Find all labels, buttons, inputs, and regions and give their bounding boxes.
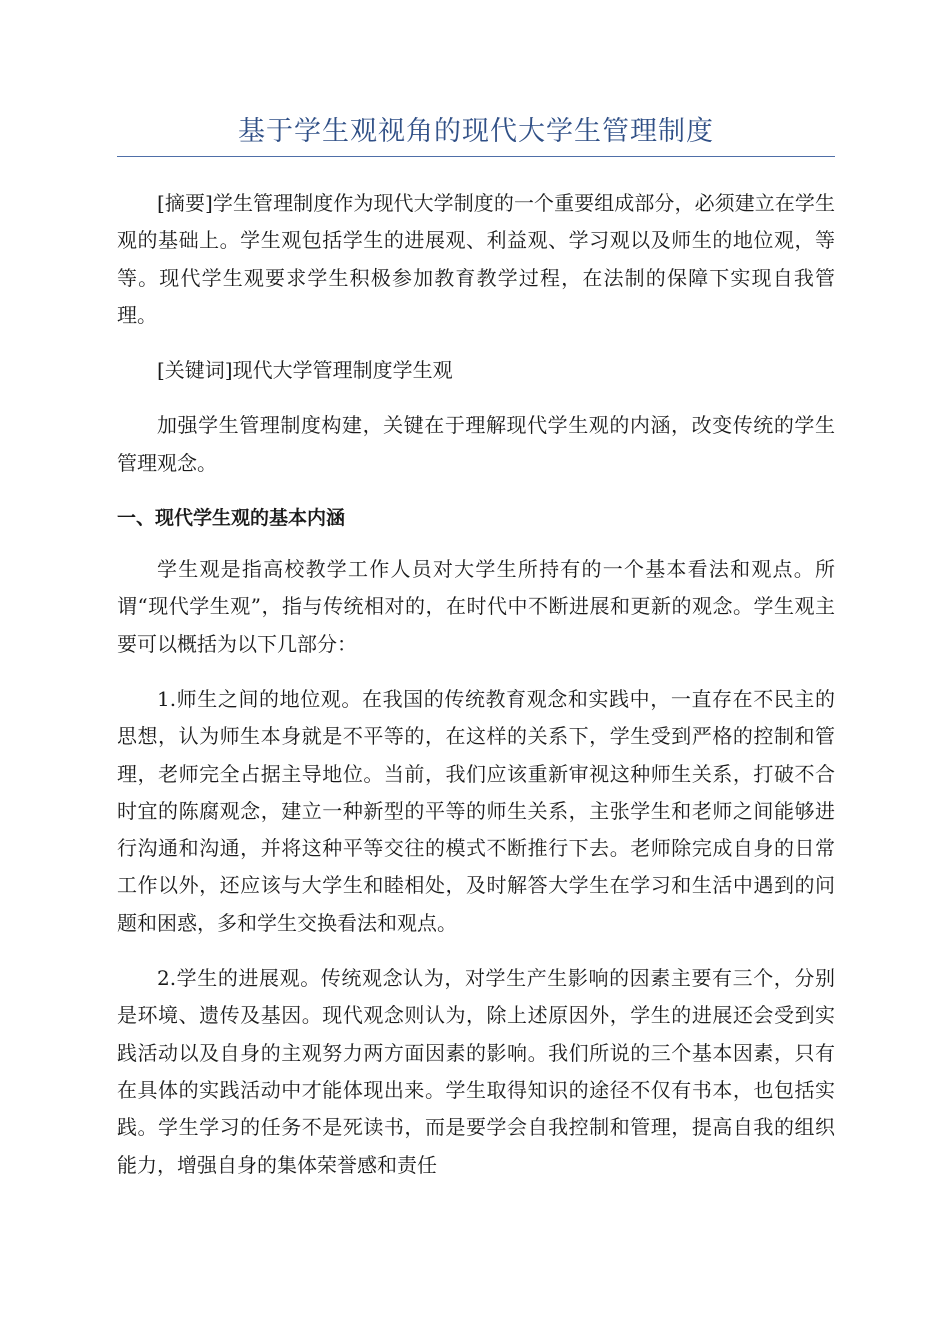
item-2-paragraph: 2.学生的进展观。传统观念认为，对学生产生影响的因素主要有三个，分别是环境、遗传及基因。现代观念则认为，除上述原因外，学生的进展还会受到实践活动以及自身的主观努力两方面因素的影响。我们所说的三个基本因素，只有在具体的实践活动中才能体现出来。学生取得知识的途径不仅有书本，也包括实践。学生学习的任务不是死读书，而是要学会自我控制和管理，提高自我的组织能力，增强自身的集体荣誉感和责任 [117,966,835,1177]
keywords-paragraph: [关键词]现代大学管理制度学生观 [157,358,453,383]
intro-paragraph: 加强学生管理制度构建，关键在于理解现代学生观的内涵，改变传统的学生管理观念。 [117,413,835,475]
section-heading-1: 一、现代学生观的基本内涵 [117,507,346,530]
item-1-paragraph: 1.师生之间的地位观。在我国的传统教育观念和实践中，一直存在不民主的思想，认为师生本身就是不平等的，在这样的关系下，学生受到严格的控制和管理，老师完全占据主导地位。当前，我们应该重新审视这种师生关系，打破不合时宜的陈腐观念，建立一种新型的平等的师生关系，主张学生和老师之间能够进行沟通和沟通，并将这种平等交往的模式不断推行下去。老师除完成自身的日常工作以外，还应该与大学生和睦相处，及时解答大学生在学习和生活中遇到的问题和困惑，多和学生交换看法和观点。 [117,686,835,935]
title-underline [117,156,835,157]
document-title: 基于学生观视角的现代大学生管理制度 [238,116,714,147]
abstract-paragraph: [摘要]学生管理制度作为现代大学制度的一个重要组成部分，必须建立在学生观的基础上。学生观包括学生的进展观、利益观、学习观以及师生的地位观，等等。现代学生观要求学生积极参加教育教学过程，在法制的保障下实现自我管理。 [117,191,835,327]
document-page [117,112,835,1184]
section-1-paragraph: 学生观是指高校教学工作人员对大学生所持有的一个基本看法和观点。所谓“现代学生观”，指与传统相对的，在时代中不断进展和更新的观念。学生观主要可以概括为以下几部分： [117,557,835,656]
